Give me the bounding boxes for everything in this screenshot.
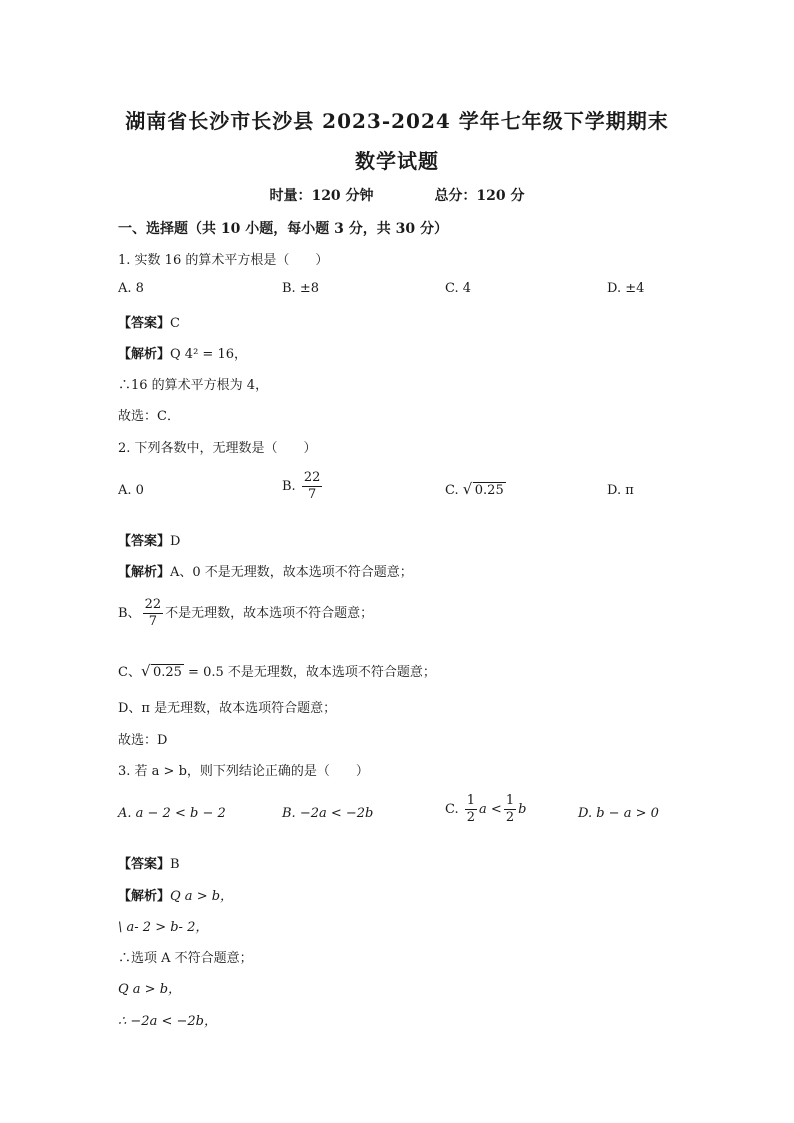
answer-value: D [170, 534, 181, 549]
q3-analysis-4: Q a > b， [118, 982, 182, 997]
exam-meta [0, 185, 794, 205]
answer-label: 【答案】 [118, 534, 171, 549]
fraction [465, 793, 477, 826]
fraction [302, 470, 323, 503]
q2-stem: 2. 下列各数中，无理数是（ ） [118, 441, 317, 456]
radical-sign-icon: √ [140, 662, 151, 680]
total-score: 总分：120 分 [434, 188, 525, 204]
q3-analysis-1 [118, 885, 233, 904]
fraction [143, 597, 164, 630]
fraction [504, 793, 516, 826]
q2-option-b [282, 470, 324, 503]
q1-choose: 故选：C． [118, 409, 180, 424]
analysis-label: 【解析】 [118, 347, 171, 362]
q3-answer [118, 853, 180, 872]
option-letter: C. [445, 802, 459, 817]
answer-value: B [170, 857, 180, 872]
analysis-text: = 0.5 不是无理数，故本选项不符合题意； [188, 665, 436, 680]
numerator: 1 [505, 793, 515, 808]
q3-stem: 3. 若 a > b，则下列结论正确的是（ ） [118, 764, 369, 779]
analysis-text: Q a > b， [170, 889, 234, 904]
denominator: 2 [505, 810, 515, 825]
analysis-text: 不是无理数，故本选项不符合题意； [165, 606, 374, 621]
analysis-label: 【解析】 [118, 565, 171, 580]
q3-analysis-2: \ a- 2 > b- 2， [118, 920, 209, 935]
square-root [140, 662, 184, 680]
radical-sign-icon: √ [462, 480, 473, 498]
q3-option-b: B. −2a < −2b [282, 806, 374, 821]
q2-answer [118, 530, 180, 549]
q2-analysis-b [118, 597, 373, 630]
analysis-prefix: C、 [118, 665, 141, 680]
q3-analysis-5: ∴ −2a < −2b， [118, 1014, 217, 1029]
answer-value: C [170, 316, 180, 331]
q3-option-a: A. a − 2 < b − 2 [118, 806, 226, 821]
q1-analysis-1 [118, 343, 247, 362]
exam-subtitle: 数学试题 [355, 149, 439, 173]
q3-option-c [445, 793, 526, 826]
analysis-prefix: B、 [118, 606, 141, 621]
answer-label: 【答案】 [118, 316, 171, 331]
q1-stem: 1. 实数 16 的算术平方根是（ ） [118, 253, 329, 268]
option-letter: B. [282, 479, 296, 494]
q1-analysis-2: ∴16 的算术平方根为 4， [118, 378, 269, 393]
q2-option-a: A. 0 [118, 483, 144, 498]
q1-answer [118, 312, 180, 331]
q2-analysis-d: D、π 是无理数，故本选项符合题意； [118, 701, 337, 716]
q1-option-a: A. 8 [118, 281, 144, 296]
expression: a < [479, 802, 502, 817]
q2-option-d: D. π [607, 483, 634, 498]
analysis-text: Q 4² = 16， [170, 347, 247, 362]
square-root [462, 480, 506, 498]
exam-title: 湖南省长沙市长沙县 2023-2024 学年七年级下学期期末 [125, 109, 669, 133]
q3-option-d: D. b − a > 0 [578, 806, 659, 821]
q1-option-b: B. ±8 [282, 281, 319, 296]
q2-choose: 故选：D [118, 733, 168, 748]
numerator: 1 [466, 793, 476, 808]
numerator: 22 [303, 470, 321, 485]
denominator: 2 [466, 810, 476, 825]
q2-option-c [445, 480, 506, 498]
q3-analysis-3: ∴选项 A 不符合题意； [118, 951, 253, 966]
denominator: 7 [307, 487, 317, 502]
q2-analysis-a [118, 561, 413, 580]
numerator: 22 [144, 597, 162, 612]
q2-analysis-c [118, 661, 436, 680]
radicand: 0.25 [152, 665, 182, 680]
section-heading: 一、选择题（共 10 小题，每小题 3 分，共 30 分） [118, 221, 448, 237]
q1-option-d: D. ±4 [607, 281, 645, 296]
option-letter: C. [445, 483, 459, 498]
analysis-label: 【解析】 [118, 889, 171, 904]
answer-label: 【答案】 [118, 857, 171, 872]
denominator: 7 [148, 614, 157, 629]
analysis-text: A、0 不是无理数，故本选项不符合题意； [170, 565, 413, 580]
radicand: 0.25 [474, 483, 504, 498]
q1-option-c: C. 4 [445, 281, 472, 296]
expression: b [518, 802, 527, 817]
time-limit: 时量：120 分钟 [269, 188, 374, 204]
